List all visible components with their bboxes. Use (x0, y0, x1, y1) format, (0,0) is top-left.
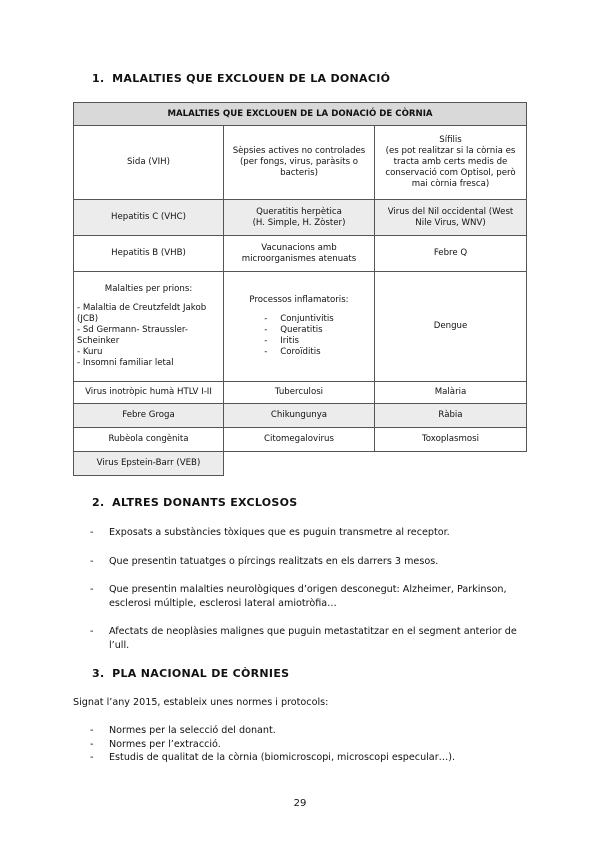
table-cell: Sida (VIH) (74, 126, 224, 200)
section-3-title: PLA NACIONAL DE CÒRNIES (112, 667, 290, 680)
list-item: - Estudis de qualitat de la còrnia (biomicroscopi, microscopi especular…). (73, 751, 529, 765)
table-cell: Dengue (375, 272, 527, 382)
page-number: 29 (293, 798, 307, 809)
table-header: MALALTIES QUE EXCLOUEN DE LA DONACIÓ DE CÒRNIA (74, 103, 527, 126)
table-cell: Hepatitis B (VHB) (74, 236, 224, 272)
list-item: - Que presentin tatuatges o pírcings realitzats en els darrers 3 mesos. (73, 555, 529, 569)
prion-diseases-cell: Malalties per prions: - Malaltia de Creutzfeldt Jakob (JCB) - Sd Germann- Straussler-Scheinker - Kuru - Insomni familiar letal (74, 272, 224, 382)
table-cell: Tuberculosi (224, 382, 375, 404)
table-cell: Malària (375, 382, 527, 404)
list-item: - Afectats de neoplàsies malignes que puguin metastatitzar en el segment anterior de l’ull. (73, 625, 529, 652)
table-cell: Virus inotròpic humà HTLV I-II (74, 382, 224, 404)
list-item: - Normes per l’extracció. (73, 738, 529, 752)
table-cell: Sèpsies actives no controlades (per fongs, virus, paràsits o bacteris) (224, 126, 375, 200)
section-2-heading (92, 496, 297, 509)
section-2-title: ALTRES DONANTS EXCLOSOS (112, 496, 298, 509)
section-3-heading (92, 667, 289, 680)
list-item: - Que presentin malalties neurològiques d’origen desconegut: Alzheimer, Parkinson, esclerosi múltiple, esclerosi lateral amiotròfia… (73, 583, 529, 610)
table-cell: Hepatitis C (VHC) (74, 200, 224, 236)
table-cell: Sífilis (es pot realitzar si la còrnia es tracta amb certs medis de conservació com Optisol, però mai còrnia fresca) (375, 126, 527, 200)
table-cell: Virus Epstein-Barr (VEB) (74, 452, 224, 476)
table-cell: Ràbia (375, 404, 527, 428)
table-cell: Toxoplasmosi (375, 428, 527, 452)
list-item: - Normes per la selecció del donant. (73, 724, 529, 738)
table-cell: Febre Groga (74, 404, 224, 428)
section-2-number: 2. (92, 496, 105, 509)
section-1-title: MALALTIES QUE EXCLOUEN DE LA DONACIÓ (112, 72, 391, 85)
section-1-heading (92, 72, 390, 85)
section-3-number: 3. (92, 667, 105, 680)
table-cell: Febre Q (375, 236, 527, 272)
table-cell: Queratitis herpètica (H. Simple, H. Zòster) (224, 200, 375, 236)
national-plan-list (73, 724, 529, 765)
section-3-intro: Signat l’any 2015, estableix unes normes i protocols: (73, 697, 329, 708)
list-item: - Exposats a substàncies tòxiques que es puguin transmetre al receptor. (73, 526, 529, 540)
exclusion-table (73, 102, 527, 476)
table-cell: Chikungunya (224, 404, 375, 428)
table-cell: Virus del Nil occidental (West Nile Virus, WNV) (375, 200, 527, 236)
excluded-donors-list (73, 526, 529, 652)
section-1-number: 1. (92, 72, 105, 85)
inflammatory-cell: Processos inflamatoris: - Conjuntivitis - Queratitis - Iritis - Coroïditis (224, 272, 375, 382)
table-cell: Citomegalovirus (224, 428, 375, 452)
table-cell: Vacunacions amb microorganismes atenuats (224, 236, 375, 272)
table-cell: Rubèola congènita (74, 428, 224, 452)
